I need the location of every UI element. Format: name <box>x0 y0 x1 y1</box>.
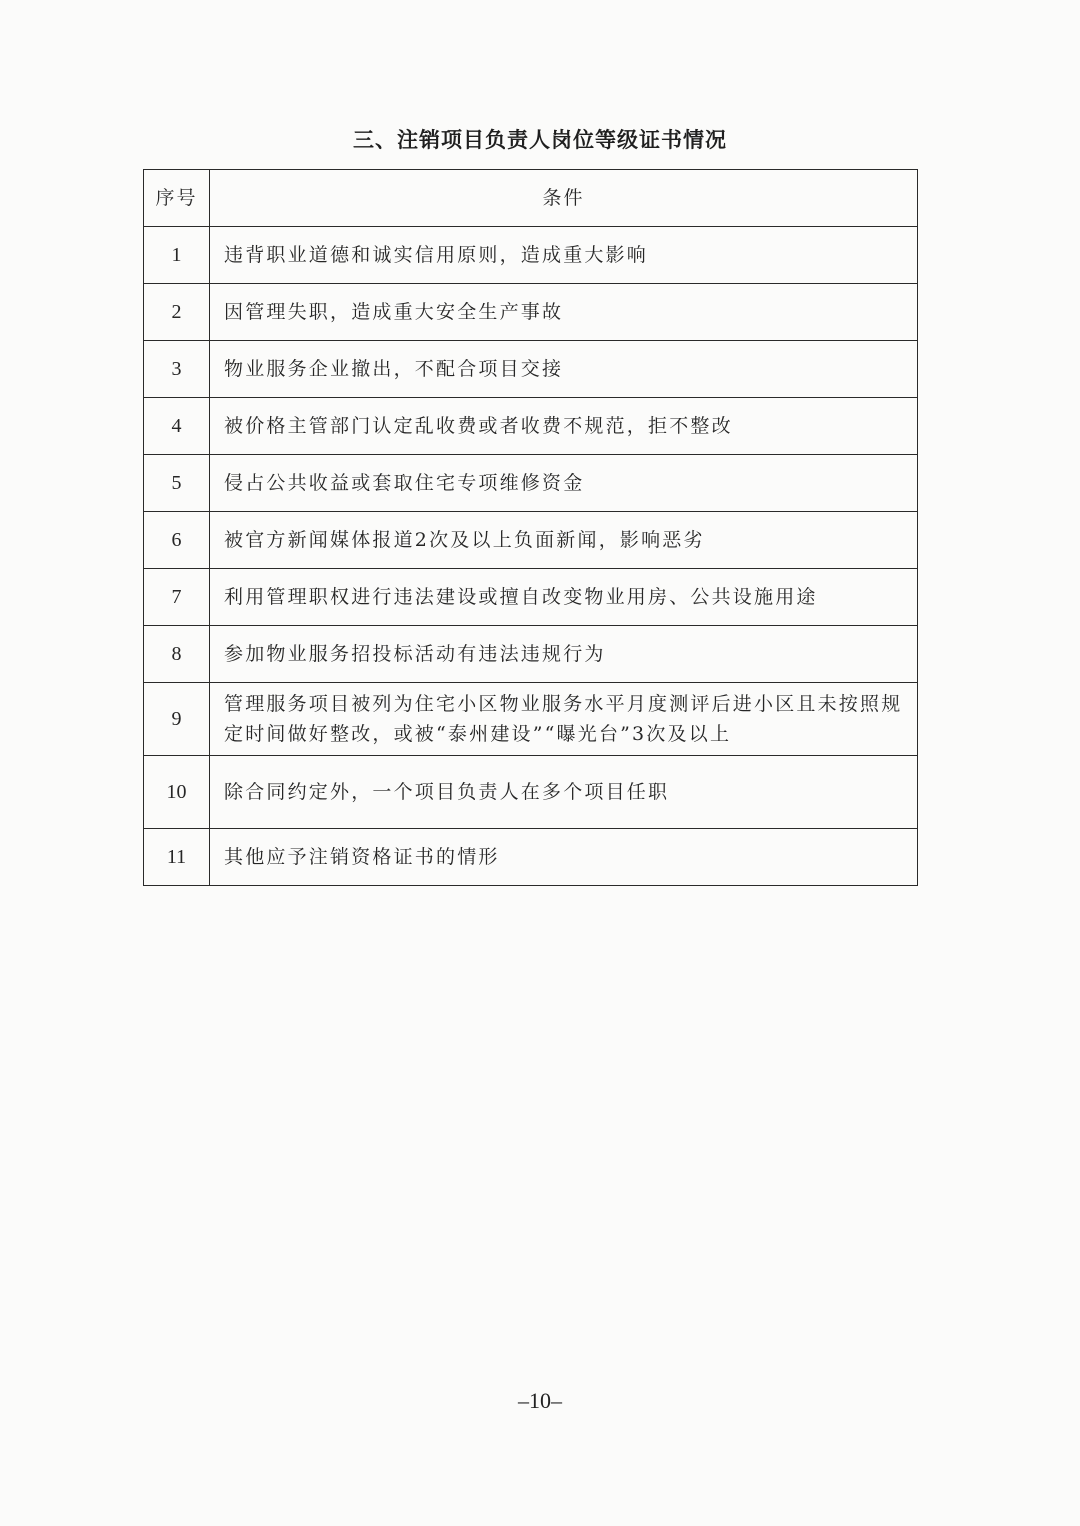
table-header-row <box>144 170 918 227</box>
row-condition: 管理服务项目被列为住宅小区物业服务水平月度测评后进小区且未按照规定时间做好整改，或被“泰州建设”“曝光台”3次及以上 <box>210 683 918 756</box>
table-row <box>144 227 918 284</box>
table-row <box>144 569 918 626</box>
conditions-table <box>143 169 918 886</box>
table-row <box>144 512 918 569</box>
row-number: 4 <box>144 398 210 455</box>
table-row <box>144 829 918 886</box>
row-number: 6 <box>144 512 210 569</box>
header-condition: 条件 <box>210 170 918 227</box>
row-number: 7 <box>144 569 210 626</box>
row-condition: 参加物业服务招投标活动有违法违规行为 <box>210 626 918 683</box>
table-row <box>144 398 918 455</box>
row-condition: 除合同约定外，一个项目负责人在多个项目任职 <box>210 756 918 829</box>
row-condition: 被价格主管部门认定乱收费或者收费不规范，拒不整改 <box>210 398 918 455</box>
row-number: 3 <box>144 341 210 398</box>
row-number: 9 <box>144 683 210 756</box>
table-row <box>144 284 918 341</box>
header-serial-number: 序号 <box>144 170 210 227</box>
row-number: 1 <box>144 227 210 284</box>
table-row <box>144 626 918 683</box>
row-condition: 被官方新闻媒体报道2次及以上负面新闻，影响恶劣 <box>210 512 918 569</box>
row-condition: 违背职业道德和诚实信用原则，造成重大影响 <box>210 227 918 284</box>
table-row <box>144 341 918 398</box>
table-row <box>144 756 918 829</box>
row-number: 8 <box>144 626 210 683</box>
document-title: 三、注销项目负责人岗位等级证书情况 <box>353 128 727 152</box>
row-number: 5 <box>144 455 210 512</box>
row-condition: 因管理失职，造成重大安全生产事故 <box>210 284 918 341</box>
row-condition: 侵占公共收益或套取住宅专项维修资金 <box>210 455 918 512</box>
row-number: 11 <box>144 829 210 886</box>
row-condition: 其他应予注销资格证书的情形 <box>210 829 918 886</box>
row-number: 10 <box>144 756 210 829</box>
table-row <box>144 683 918 756</box>
table-row <box>144 455 918 512</box>
row-condition: 物业服务企业撤出，不配合项目交接 <box>210 341 918 398</box>
page-number: –10– <box>518 1388 562 1413</box>
row-number: 2 <box>144 284 210 341</box>
row-condition: 利用管理职权进行违法建设或擅自改变物业用房、公共设施用途 <box>210 569 918 626</box>
